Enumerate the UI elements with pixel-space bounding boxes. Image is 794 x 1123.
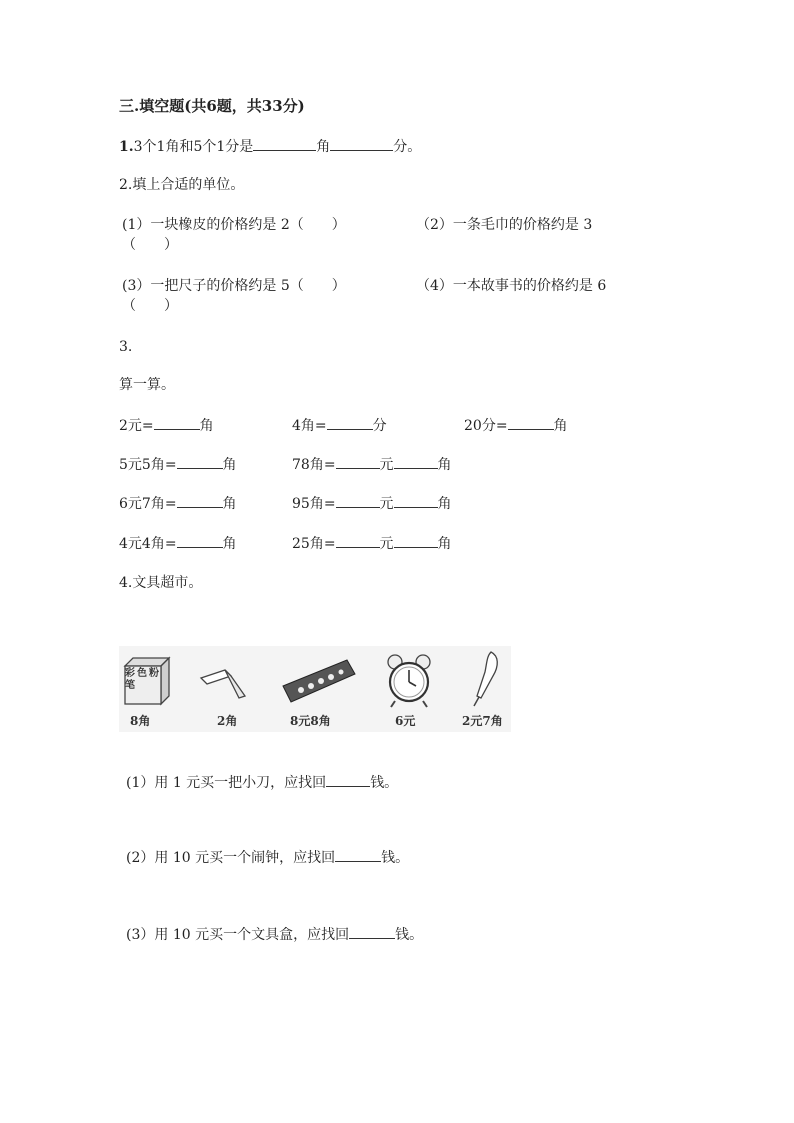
price-label: 6元 [395, 714, 416, 728]
question-1-text-b: 角 [316, 139, 331, 155]
answer-blank[interactable] [336, 494, 380, 508]
answer-blank[interactable] [394, 534, 438, 548]
question-2-stem: 2.填上合适的单位。 [119, 177, 245, 193]
question-3-number: 3. [119, 339, 133, 355]
alarm-clock-icon [383, 652, 435, 708]
price-label: 2元7角 [462, 714, 503, 728]
calc-row-4-col-2: 25角= 元 角 [292, 536, 452, 552]
answer-blank[interactable] [508, 416, 554, 430]
answer-blank[interactable] [177, 534, 223, 548]
price-label: 8元8角 [290, 714, 331, 728]
question-2-item-1[interactable]: (1）一块橡皮的价格约是 2（ ） [122, 217, 346, 233]
answer-blank[interactable] [335, 848, 381, 862]
answer-blank-jiao[interactable] [253, 137, 316, 151]
question-1-text-c: 分。 [393, 139, 422, 155]
question-4-sub-3: (3）用 10 元买一个文具盒，应找回 钱。 [126, 927, 424, 943]
question-2-item-4-bracket[interactable]: （ ） [122, 298, 178, 314]
knife-icon [199, 666, 249, 702]
calc-row-1-col-3: 20分= 角 [464, 418, 568, 434]
question-4-sub-1: (1）用 1 元买一把小刀，应找回 钱。 [126, 775, 399, 791]
calc-row-3-col-1: 6元7角= 角 [119, 496, 237, 512]
answer-blank[interactable] [327, 416, 373, 430]
stationery-price-image [119, 646, 511, 732]
answer-blank[interactable] [349, 925, 395, 939]
answer-blank[interactable] [394, 455, 438, 469]
calc-row-1-col-1: 2元= 角 [119, 418, 214, 434]
calc-row-2-col-1: 5元5角= 角 [119, 457, 237, 473]
answer-blank[interactable] [177, 494, 223, 508]
question-3-stem: 算一算。 [119, 377, 175, 393]
question-2-item-2-bracket[interactable]: （ ） [122, 237, 178, 253]
question-1-number: 1. [119, 139, 134, 155]
fountain-pen-icon [469, 650, 503, 708]
pencil-case-icon [279, 656, 359, 706]
calc-row-3-col-2: 95角= 元 角 [292, 496, 452, 512]
answer-blank[interactable] [326, 773, 370, 787]
price-label: 8角 [130, 714, 151, 728]
section-title: 三.填空题(共6题，共33分) [119, 97, 305, 115]
calc-row-4-col-1: 4元4角= 角 [119, 536, 237, 552]
question-2-item-4[interactable]: （4）一本故事书的价格约是 6 [416, 278, 607, 294]
question-4-stem: 4.文具超市。 [119, 575, 203, 591]
calc-row-1-col-2: 4角= 分 [292, 418, 387, 434]
answer-blank[interactable] [394, 494, 438, 508]
question-4-sub-2: (2）用 10 元买一个闹钟，应找回 钱。 [126, 850, 410, 866]
answer-blank[interactable] [336, 534, 380, 548]
answer-blank[interactable] [336, 455, 380, 469]
crayon-box-label: 彩色粉笔 [125, 668, 161, 691]
answer-blank[interactable] [154, 416, 200, 430]
question-1 [119, 137, 421, 156]
question-2-item-3[interactable]: (3）一把尺子的价格约是 5（ ） [122, 278, 346, 294]
calc-row-2-col-2: 78角= 元 角 [292, 457, 452, 473]
answer-blank-fen[interactable] [330, 137, 393, 151]
answer-blank[interactable] [177, 455, 223, 469]
question-1-text-a: 3个1角和5个1分是 [133, 139, 254, 155]
question-2-item-2[interactable]: （2）一条毛巾的价格约是 3 [416, 217, 593, 233]
price-label: 2角 [217, 714, 238, 728]
